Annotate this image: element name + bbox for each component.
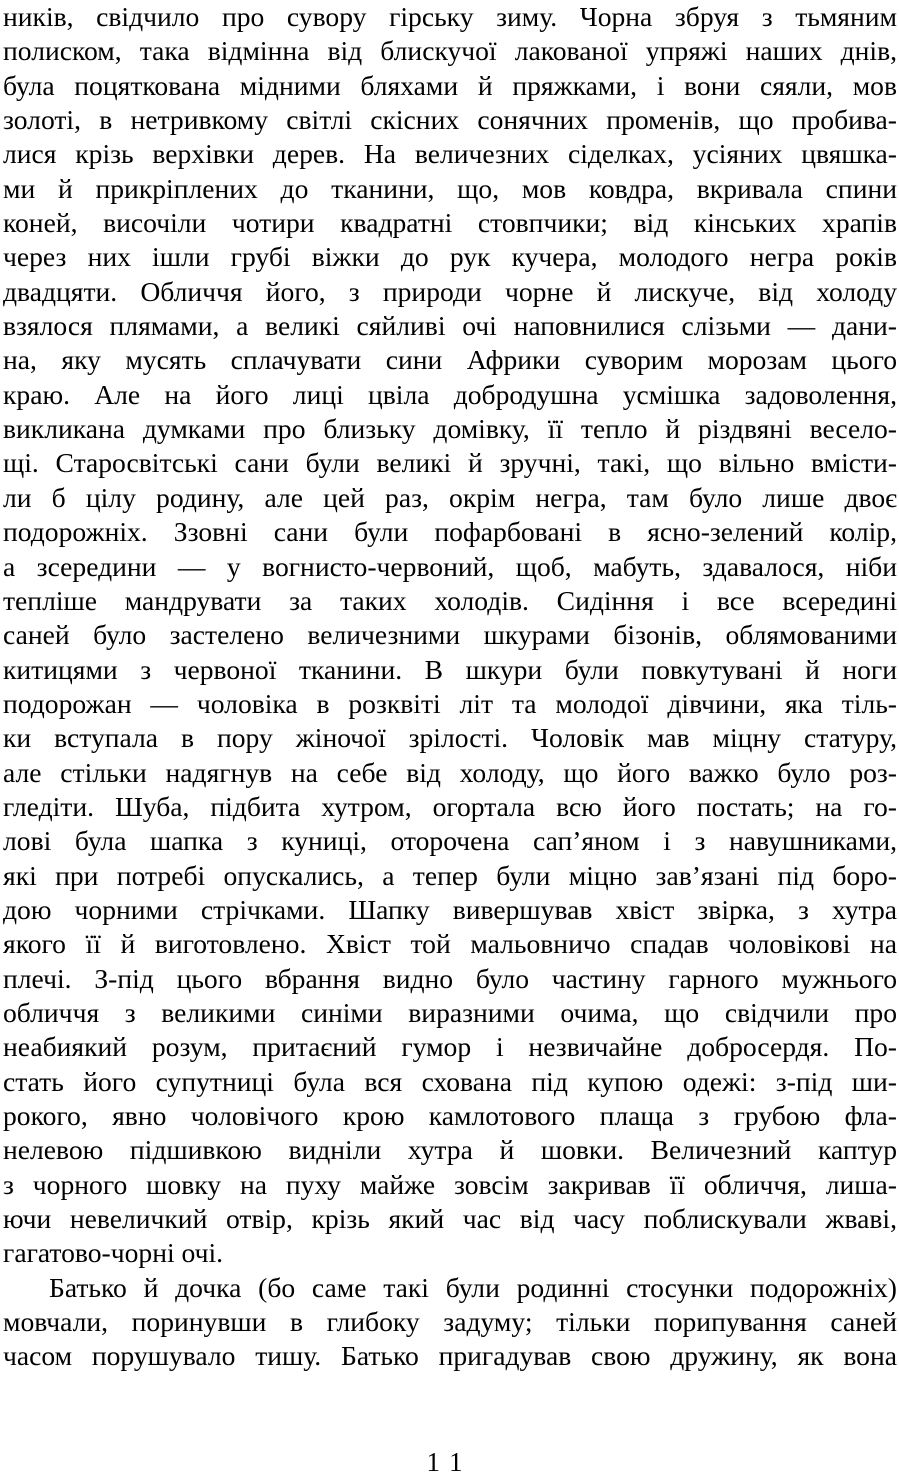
- text-line: викликана думками про близьку домівку, її тепло й різдвяні весело-: [3, 413, 897, 445]
- text-line: але стільки надягнув на себе від холоду, що його важко було роз-: [3, 756, 897, 788]
- text-line: подорожан — чоловіка в розквіті літ та молодої дівчини, яка тіль-: [3, 687, 897, 719]
- text-line: лися крізь верхівки дерев. На величезних сіделках, усіяних цвяшка-: [3, 138, 897, 170]
- text-line: саней було застелено величезними шкурами бізонів, облямованими: [3, 619, 897, 651]
- paragraph-2: [3, 1271, 897, 1374]
- text-line: неабиякий розум, притаєний гумор і незвичайне добросердя. По-: [3, 1031, 897, 1063]
- text-line: якого її й виготовлено. Хвіст той мальовничо спадав чоловікові на: [3, 928, 897, 960]
- text-line: рокого, явно чоловічого крою камлотового плаща з грубою фла-: [3, 1100, 897, 1131]
- text-line: з чорного шовку на пуху майже зовсім закривав її обличчя, лиша-: [3, 1168, 897, 1200]
- text-line: стать його супутниці була вся схована під купою одежі: з-під ши-: [3, 1065, 897, 1097]
- text-line: ки вступала в пору жіночої зрілості. Чоловік мав міцну статуру,: [3, 722, 897, 754]
- text-line: щі. Старосвітські сани були великі й зручні, такі, що вільно вмісти-: [3, 447, 897, 479]
- text-line: коней, височіли чотири квадратні стовпчики; від кінських храпів: [3, 207, 897, 239]
- page-number: 11: [426, 1447, 473, 1477]
- text-line: плечі. З-під цього вбрання видно було частину гарного мужнього: [3, 962, 897, 994]
- text-line: мовчали, поринувши в глибоку задуму; тільки порипування саней: [3, 1306, 897, 1338]
- text-line: які при потребі опускались, а тепер були міцно зав’язані під боро-: [3, 859, 897, 891]
- text-line: ників, свідчило про сувору гірську зиму. Чорна збруя з тьмяним: [3, 1, 897, 32]
- body-text: [3, 0, 897, 1374]
- text-line: ми й прикріплених до тканини, що, мов ковдра, вкривала спини: [3, 172, 897, 204]
- text-line: взялося плямами, а великі сяйливі очі наповнилися слізьми — дани-: [3, 310, 897, 342]
- text-line: нелевою підшивкою видніли хутра й шовки. Величезний каптур: [3, 1134, 897, 1166]
- text-line: а зсередини — у вогнисто-червоний, щоб, мабуть, здавалося, ніби: [3, 550, 897, 582]
- text-line: гледіти. Шуба, підбита хутром, огортала всю його постать; на го-: [3, 790, 897, 822]
- text-line: дою чорними стрічками. Шапку вивершував хвіст звірка, з хутра: [3, 893, 897, 925]
- text-line: ючи невеличкий отвір, крізь який час від часу поблискували жваві,: [3, 1203, 897, 1235]
- text-line: двадцяти. Обличчя його, з природи чорне й лискуче, від холоду: [3, 275, 897, 307]
- paragraph-1: [3, 0, 897, 1271]
- text-line: золоті, в нетривкому світлі скісних сонячних променів, що пробива-: [3, 104, 897, 136]
- text-line: Батько й дочка (бо саме такі були родинні стосунки подорожніх): [49, 1271, 897, 1303]
- text-line: тепліше мандрувати за таких холодів. Сидіння і все всередині: [3, 584, 897, 616]
- text-line: краю. Але на його лиці цвіла добродушна усмішка задоволення,: [3, 378, 897, 410]
- text-line: полиском, така відмінна від блискучої лакованої упряжі наших днів,: [3, 35, 897, 67]
- text-line: ли б цілу родину, але цей раз, окрім негра, там було лише двоє: [3, 481, 897, 513]
- text-line: обличчя з великими синіми виразними очима, що свідчили про: [3, 996, 897, 1028]
- text-line: на, яку мусять сплачувати сини Африки суворим морозам цього: [3, 344, 897, 376]
- text-line: часом порушувало тишу. Батько пригадував свою дружину, як вона: [3, 1340, 897, 1372]
- text-line: гагатово-чорні очі.: [3, 1237, 224, 1269]
- text-line: через них ішли грубі віжки до рук кучера, молодого негра років: [3, 241, 897, 273]
- text-line: китицями з червоної тканини. В шкури були повкутувані й ноги: [3, 653, 897, 685]
- text-line: подорожніх. Ззовні сани були пофарбовані в ясно-зелений колір,: [3, 516, 897, 548]
- text-line: була поцяткована мідними бляхами й пряжками, і вони сяяли, мов: [3, 69, 897, 101]
- text-line: лові була шапка з куниці, оторочена сап’яном і з навушниками,: [3, 825, 897, 857]
